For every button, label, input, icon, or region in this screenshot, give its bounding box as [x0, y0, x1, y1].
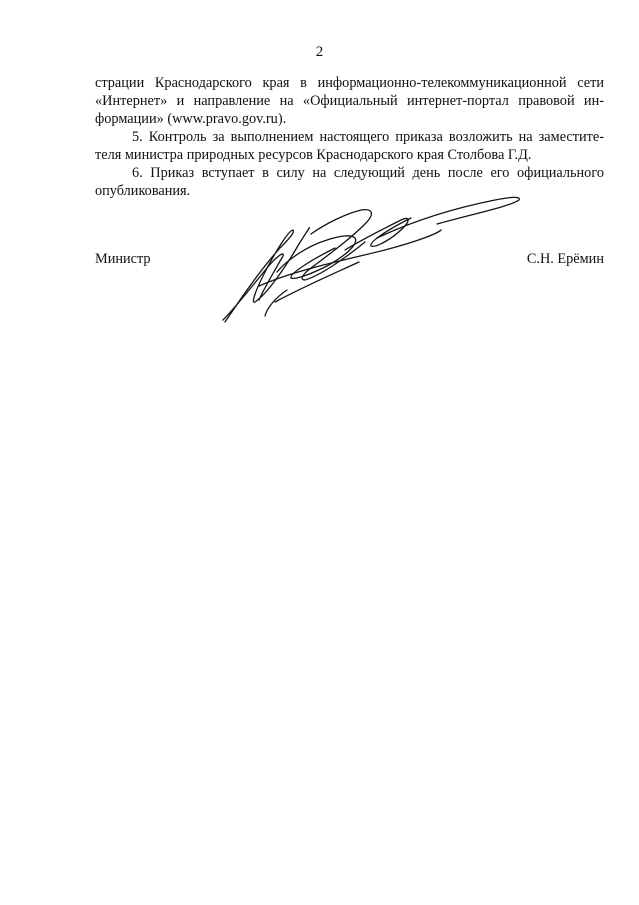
body-line-3: формации» (www.pravo.gov.ru). [95, 111, 287, 127]
body-line-1: страции Краснодарского края в информационно-телекоммуникационной сети [95, 75, 604, 91]
body-line-2: «Интернет» и направление на «Официальный интернет-портал правовой ин- [95, 93, 604, 109]
signer-name: С.Н. Ерёмин [526, 251, 604, 267]
paragraph-6-line-2: опубликования. [95, 183, 191, 199]
paragraph-5-line-2: теля министра природных ресурсов Краснодарского края Столбова Г.Д. [95, 147, 532, 163]
paragraph-6-line-1: 6. Приказ вступает в силу на следующий день после его официального [132, 165, 604, 181]
handwritten-signature [215, 190, 535, 330]
page-number: 2 [315, 44, 324, 60]
paragraph-5-line-1: 5. Контроль за выполнением настоящего приказа возложить на заместите- [132, 129, 604, 145]
signer-position: Министр [95, 251, 151, 267]
